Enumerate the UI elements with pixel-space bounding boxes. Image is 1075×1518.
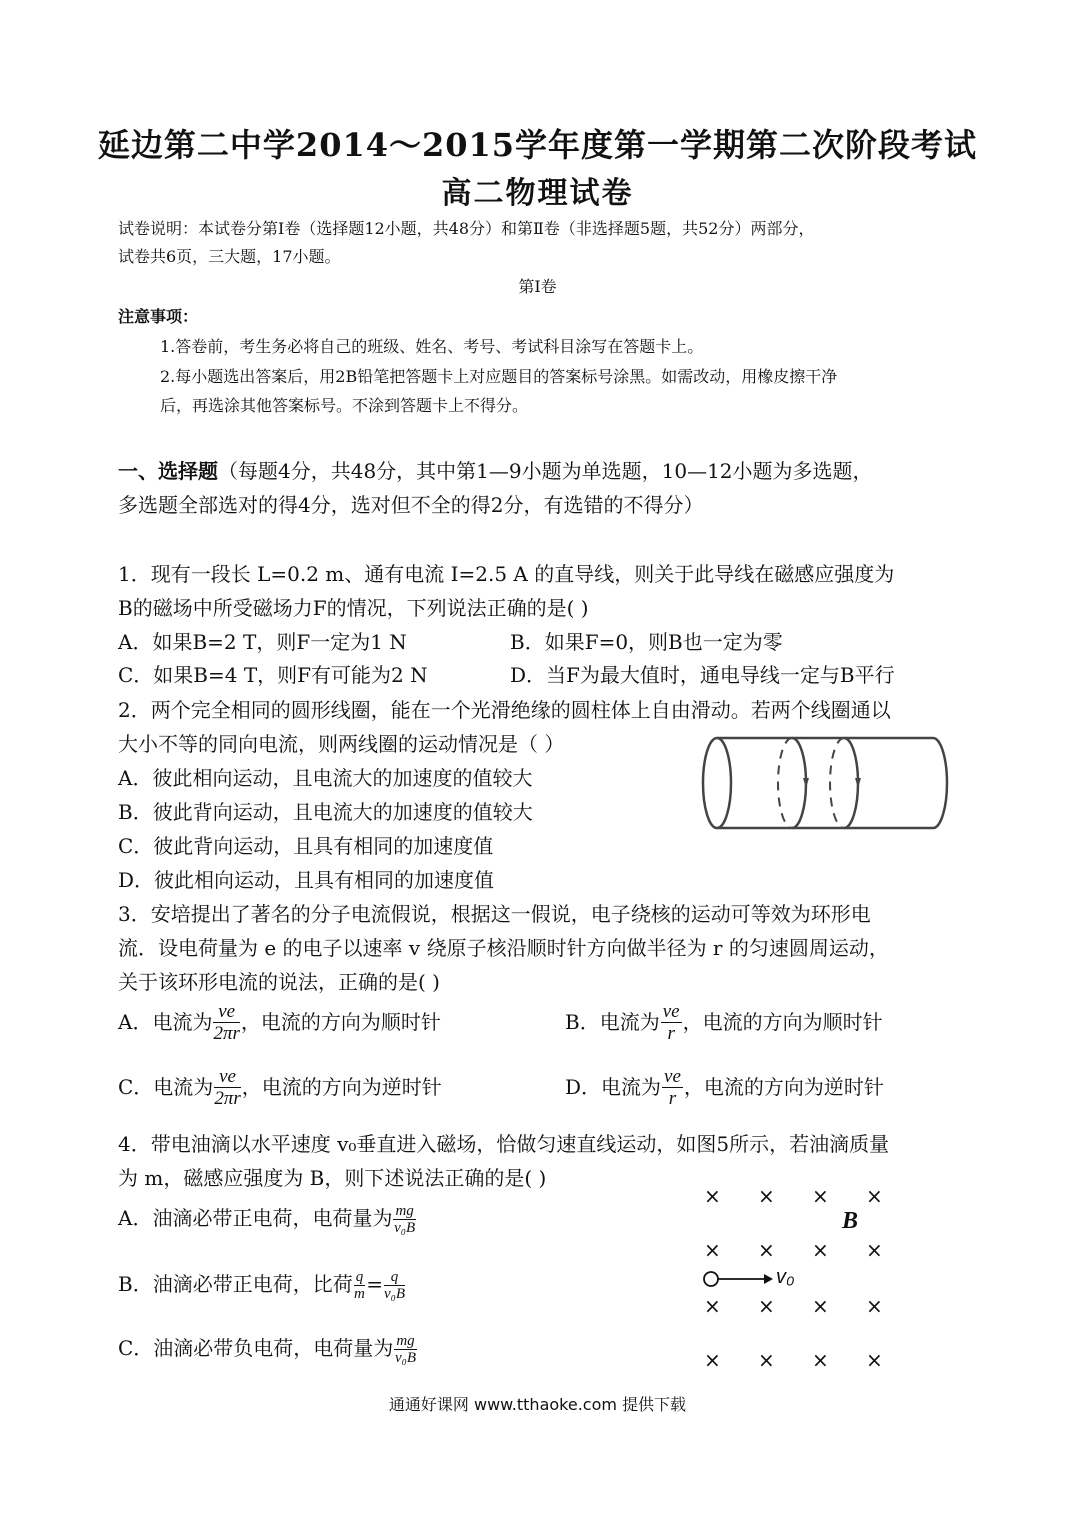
field-cross-icon: × [866, 1184, 883, 1208]
section-desc-b: 多选题全部选对的得4分，选对但不全的得2分，有选错的不得分） [118, 493, 704, 517]
q3-option-a: A．电流为 $\frac{ve}{2\pi r}$ ，电流的方向为顺时针 [118, 1001, 441, 1044]
part-label: 第Ⅰ卷 [518, 277, 557, 296]
q4-option-b: B．油滴必带正电荷，比荷 $\frac{q}{m}$ = $\frac{q}{\text{v₀B}}$ [118, 1269, 406, 1302]
field-cross-icon: × [758, 1348, 775, 1372]
fraction-ve-over-r: $\frac{ve}{r}$ [662, 1001, 680, 1044]
field-cross-icon: × [704, 1294, 721, 1318]
velocity-label: v₀ [776, 1266, 795, 1288]
q1-option-d: D．当F为最大值时，通电导线一定与B平行 [510, 663, 895, 687]
intro-line-1: 试卷说明：本试卷分第Ⅰ卷（选择题12小题，共48分）和第Ⅱ卷（非选择题5题，共52分）两部分， [118, 219, 815, 238]
q1-option-c: C．如果B=4 T，则F有可能为2 N [118, 663, 428, 687]
section-title: 一、选择题 [118, 459, 218, 483]
fraction-mg-over-v0b: $\frac{mg}{\text{v₀B}}$ [394, 1333, 416, 1366]
q4-stem-line-1: 4．带电油滴以水平速度 v₀垂直进入磁场，恰做匀速直线运动，如图5所示，若油滴质量 [118, 1132, 890, 1156]
q4-option-c: C．油滴必带负电荷，电荷量为 $\frac{mg}{\text{v₀B}}$ [118, 1333, 416, 1366]
field-cross-icon: × [812, 1238, 829, 1262]
current-arrow-icon [855, 778, 861, 788]
exam-subtitle: 高二物理试卷 [441, 176, 634, 211]
field-cross-icon: × [758, 1238, 775, 1262]
fraction-q-over-m: $\frac{q}{m}$ [354, 1269, 365, 1302]
field-cross-icon: × [704, 1184, 721, 1208]
cylinder-coils-figure [695, 728, 955, 838]
fraction-ve-over-2pir: $\frac{ve}{2\pi r}$ [213, 1001, 240, 1044]
current-arrow-icon [803, 778, 809, 788]
field-cross-icon: × [812, 1348, 829, 1372]
field-cross-icon: × [704, 1238, 721, 1262]
exam-title: 延边第二中学2014～2015学年度第一学期第二次阶段考试 [97, 126, 978, 164]
q3-stem-line-1: 3．安培提出了著名的分子电流假说，根据这一假说，电子绕核的运动可等效为环形电 [118, 902, 871, 926]
q3-option-c: C．电流为 $\frac{ve}{2\pi r}$ ，电流的方向为逆时针 [118, 1066, 442, 1109]
fraction-q-over-v0b: $\frac{q}{\text{v₀B}}$ [383, 1269, 406, 1302]
field-label: B [842, 1208, 859, 1234]
q2-option-c: C．彼此背向运动，且具有相同的加速度值 [118, 834, 494, 858]
section-heading [118, 455, 873, 484]
q1-stem-line-1: 1．现有一段长 L=0.2 m、通有电流 I=2.5 A 的直导线，则关于此导线在磁感应强度为 [118, 562, 895, 586]
q1-option-a: A．如果B=2 T，则F一定为1 N [118, 630, 407, 654]
q2-stem-line-2: 大小不等的同向电流，则两线圈的运动情况是（ ） [118, 732, 565, 756]
field-cross-icon: × [866, 1238, 883, 1262]
notice-title: 注意事项： [118, 307, 199, 326]
oil-drop-velocity-arrow-icon [702, 1268, 774, 1290]
q2-option-a: A．彼此相向运动，且电流大的加速度的值较大 [118, 766, 533, 790]
fraction-ve-over-r: $\frac{ve}{r}$ [664, 1066, 681, 1109]
q1-stem-line-2: B的磁场中所受磁场力F的情况，下列说法正确的是( ) [118, 596, 589, 620]
q3-option-d: D．电流为 $\frac{ve}{r}$ ，电流的方向为逆时针 [565, 1066, 884, 1109]
fraction-ve-over-2pir: $\frac{ve}{2\pi r}$ [214, 1066, 241, 1109]
q1-option-b: B．如果F=0，则B也一定为零 [510, 630, 783, 654]
field-cross-icon: × [866, 1348, 883, 1372]
q4-stem-line-2: 为 m，磁感应强度为 B，则下述说法正确的是( ) [118, 1166, 547, 1190]
section-desc-a: （每题4分，共48分，其中第1—9小题为单选题，10—12小题为多选题， [218, 459, 873, 483]
q2-option-d: D．彼此相向运动，且具有相同的加速度值 [118, 868, 495, 892]
field-cross-icon: × [758, 1294, 775, 1318]
intro-line-2: 试卷共6页，三大题，17小题。 [118, 247, 341, 266]
field-cross-icon: × [704, 1348, 721, 1372]
field-cross-icon: × [812, 1184, 829, 1208]
notice-item-2b: 后，再选涂其他答案标号。不涂到答题卡上不得分。 [160, 396, 529, 415]
q4-option-a: A．油滴必带正电荷，电荷量为 $\frac{mg}{\text{v₀B}}$ [118, 1203, 416, 1236]
field-cross-icon: × [866, 1294, 883, 1318]
field-cross-icon: × [758, 1184, 775, 1208]
q2-stem-line-1: 2．两个完全相同的圆形线圈，能在一个光滑绝缘的圆柱体上自由滑动。若两个线圈通以 [118, 698, 891, 722]
fraction-mg-over-v0b: $\frac{mg}{\text{v₀B}}$ [394, 1203, 416, 1236]
field-cross-icon: × [812, 1294, 829, 1318]
footer-source: 通通好课网 www.tthaoke.com 提供下载 [388, 1395, 687, 1414]
q3-stem-line-3: 关于该环形电流的说法，正确的是( ) [118, 970, 440, 994]
notice-item-2a: 2.每小题选出答案后，用2B铅笔把答题卡上对应题目的答案标号涂黑。如需改动，用橡皮擦干净 [160, 367, 838, 386]
q3-stem-line-2: 流．设电荷量为 e 的电子以速率 v 绕原子核沿顺时针方向做半径为 r 的匀速圆周运动， [118, 936, 889, 960]
notice-item-1: 1.答卷前，考生务必将自己的班级、姓名、考号、考试科目涂写在答题卡上。 [160, 337, 704, 356]
q3-option-b: B．电流为 $\frac{ve}{r}$ ，电流的方向为顺时针 [565, 1001, 883, 1044]
q2-option-b: B．彼此背向运动，且电流大的加速度的值较大 [118, 800, 533, 824]
